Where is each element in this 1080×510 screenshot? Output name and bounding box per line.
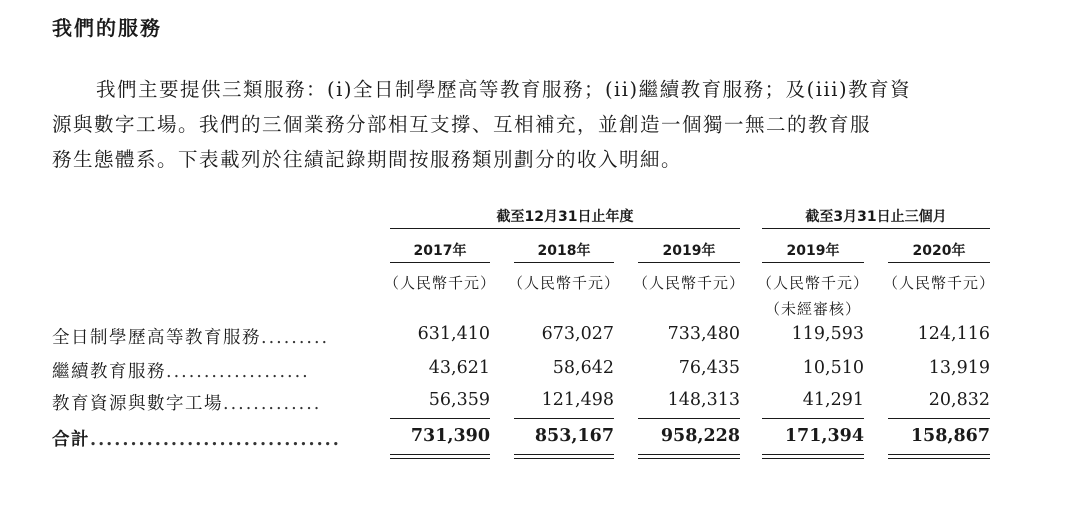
column-rule [888,262,990,263]
paragraph-line: 我們主要提供三類服務：(i)全日制學歷高等教育服務；(ii)繼續教育服務；及(iii)教育資 [96,78,912,101]
column-unit: （人民幣千元） [757,274,870,292]
total-cell: 171,394 [784,426,864,446]
subtotal-rule [390,418,490,419]
table-cell: 43,621 [428,358,490,378]
column-rule [390,262,490,263]
column-year: 2017年 [413,243,467,259]
table-cell: 76,435 [678,358,740,378]
table-cell: 733,480 [667,324,740,344]
column-note: （未經審核） [764,300,861,318]
table-cell: 124,116 [917,324,990,344]
intro-paragraph [52,72,1012,177]
column-unit: （人民幣千元） [384,274,497,292]
group-rule [390,228,740,229]
total-cell: 958,228 [660,426,740,446]
row-label: 合計............................... [52,430,341,450]
total-cell: 853,167 [534,426,614,446]
subtotal-rule [514,418,614,419]
table-cell: 58,642 [552,358,614,378]
total-double-rule [762,458,864,459]
group-rule [762,228,990,229]
table-cell: 41,291 [802,390,864,410]
total-double-rule [638,458,740,459]
column-unit: （人民幣千元） [633,274,746,292]
column-year: 2019年 [662,243,716,259]
column-unit: （人民幣千元） [508,274,621,292]
column-year: 2019年 [786,243,840,259]
total-cell: 731,390 [410,426,490,446]
table-cell: 148,313 [667,390,740,410]
table-cell: 121,498 [541,390,614,410]
group-header-annual: 截至12月31日止年度 [496,209,634,225]
total-double-rule [762,454,864,455]
subtotal-rule [762,418,864,419]
row-label: 教育資源與數字工場............. [52,394,322,414]
column-unit: （人民幣千元） [883,274,996,292]
subtotal-rule [888,418,990,419]
table-cell: 20,832 [928,390,990,410]
total-double-rule [390,458,490,459]
subtotal-rule [638,418,740,419]
paragraph-line: 務生態體系。下表載列於往績記錄期間按服務類別劃分的收入明細。 [52,148,683,171]
column-rule [514,262,614,263]
row-label: 全日制學歷高等教育服務......... [52,328,330,348]
column-year: 2018年 [537,243,591,259]
table-cell: 10,510 [802,358,864,378]
total-double-rule [390,454,490,455]
total-cell: 158,867 [910,426,990,446]
table-cell: 119,593 [791,324,864,344]
column-year: 2020年 [912,243,966,259]
table-cell: 56,359 [428,390,490,410]
column-rule [638,262,740,263]
total-double-rule [514,454,614,455]
total-double-rule [888,454,990,455]
paragraph-line: 源與數字工場。我們的三個業務分部相互支撐、互相補充，並創造一個獨一無二的教育服 [52,113,872,136]
table-cell: 673,027 [541,324,614,344]
group-header-quarterly: 截至3月31日止三個月 [805,209,947,225]
total-double-rule [638,454,740,455]
total-double-rule [514,458,614,459]
total-double-rule [888,458,990,459]
section-heading: 我們的服務 [52,16,162,40]
table-cell: 13,919 [928,358,990,378]
column-rule [762,262,864,263]
row-label: 繼續教育服務................... [52,362,310,382]
table-cell: 631,410 [417,324,490,344]
